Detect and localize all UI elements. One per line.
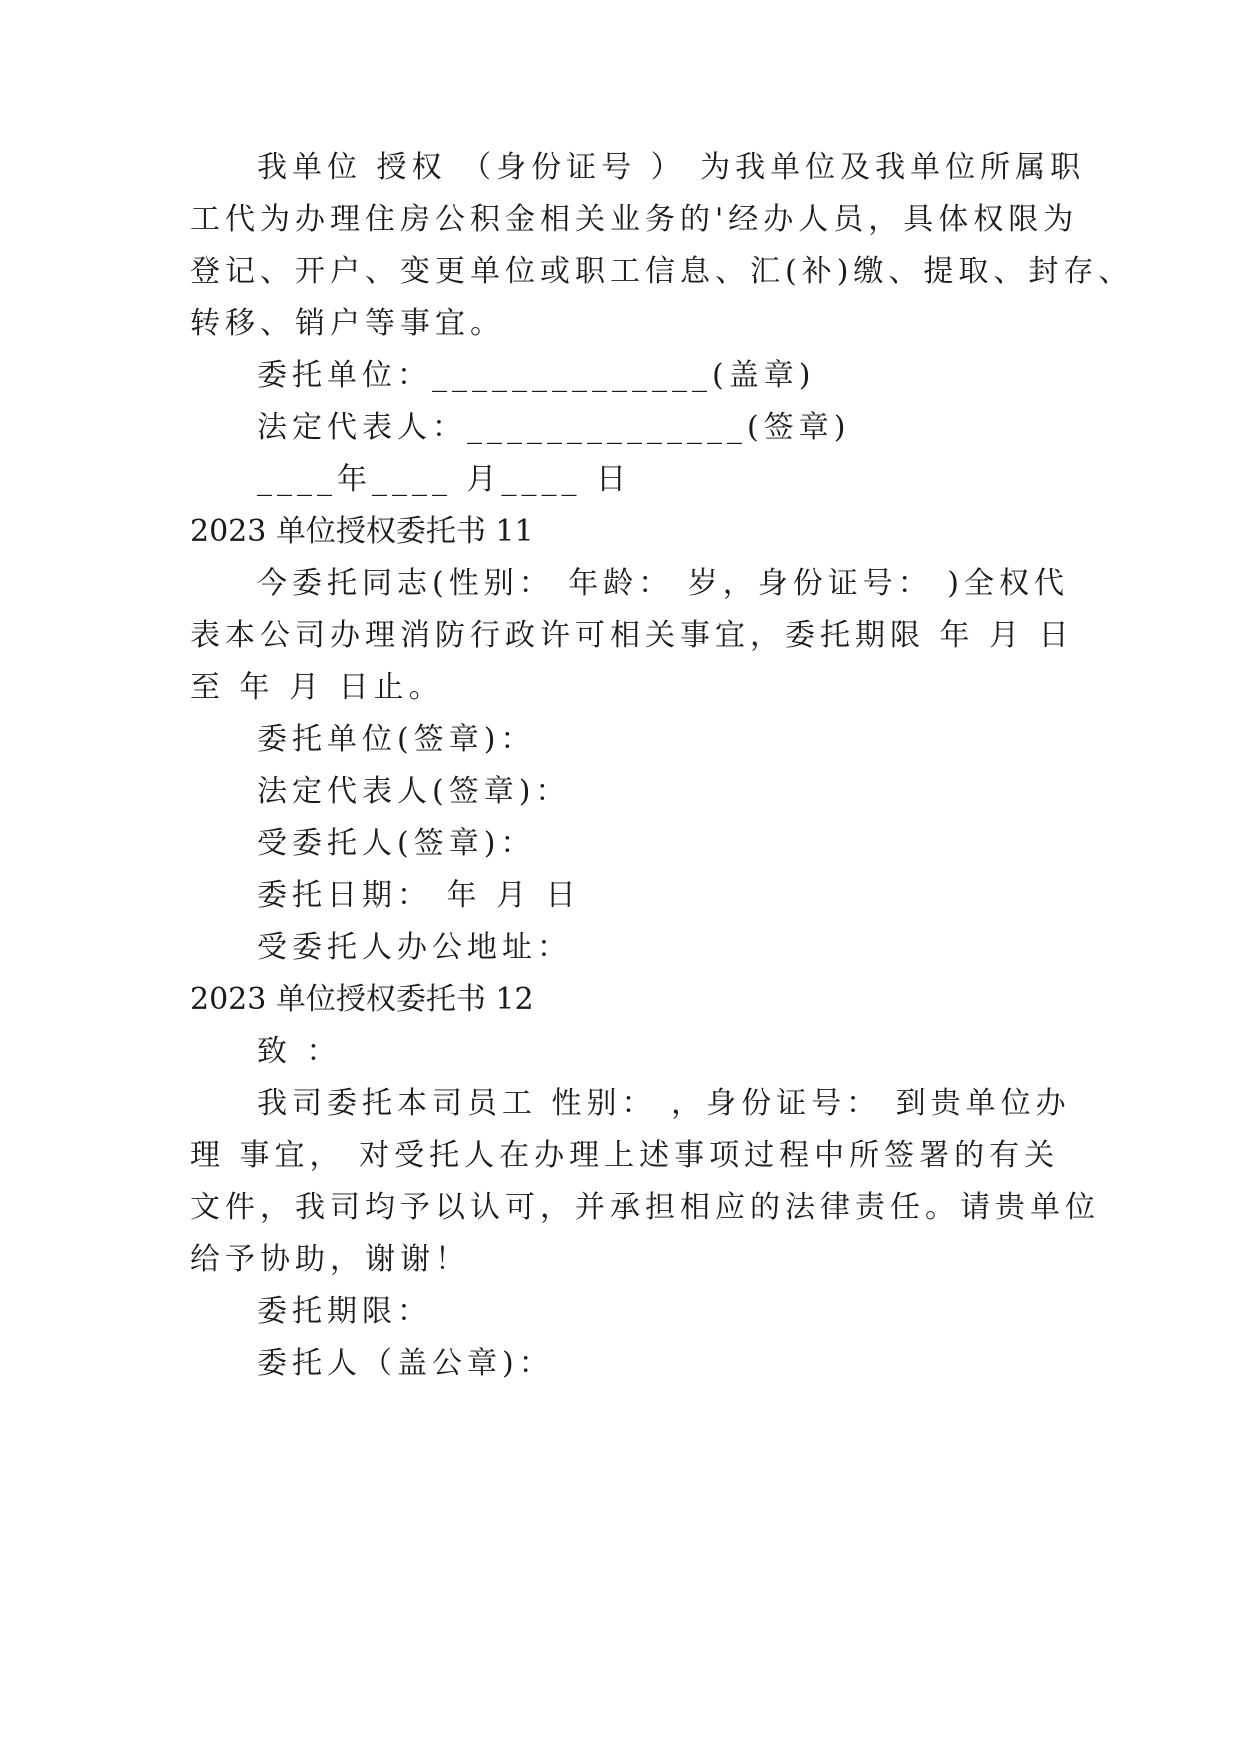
- signature-line: 法定代表人(签章)：: [257, 774, 571, 809]
- principal-seal-line: 委托人（盖公章)：: [257, 1346, 554, 1381]
- paragraph-line: 我单位 授权 （身份证号 ） 为我单位及我单位所属职: [257, 150, 1086, 185]
- address-line: 受委托人办公地址：: [257, 930, 572, 965]
- date-line: ____年____ 月____ 日: [257, 462, 632, 497]
- paragraph-line: 登记、开户、变更单位或职工信息、汇(补)缴、提取、封存、: [190, 254, 1134, 289]
- date-line: 委托日期： 年 月 日: [257, 878, 581, 913]
- paragraph-line: 文件，我司均予以认可，并承担相应的法律责任。请贵单位: [190, 1190, 1100, 1225]
- term-line: 委托期限：: [257, 1294, 432, 1329]
- section-heading: 2023 单位授权委托书 11: [190, 514, 534, 549]
- section-heading: 2023 单位授权委托书 12: [190, 982, 534, 1017]
- salutation-line: 致 ：: [257, 1034, 342, 1069]
- signature-line: 委托单位(签章)：: [257, 722, 536, 757]
- signature-line: 受委托人(签章)：: [257, 826, 536, 861]
- paragraph-line: 今委托同志(性别： 年龄： 岁，身份证号： )全权代: [257, 566, 1070, 601]
- paragraph-line: 转移、销户等事宜。: [190, 306, 505, 341]
- paragraph-line: 给予协助，谢谢！: [190, 1242, 470, 1277]
- paragraph-line: 理 事宜， 对受托人在办理上述事项过程中所签署的有关: [190, 1138, 1060, 1173]
- legal-representative-line: 法定代表人：______________(签章): [257, 410, 851, 445]
- entrusting-unit-line: 委托单位：______________(盖章): [257, 358, 816, 393]
- paragraph-line: 我司委托本司员工 性别： ，身份证号： 到贵单位办: [257, 1086, 1071, 1121]
- paragraph-line: 至 年 月 日止。: [190, 670, 444, 705]
- paragraph-line: 工代为办理住房公积金相关业务的'经办人员，具体权限为: [190, 202, 1079, 237]
- paragraph-line: 表本公司办理消防行政许可相关事宜，委托期限 年 月 日: [190, 618, 1074, 653]
